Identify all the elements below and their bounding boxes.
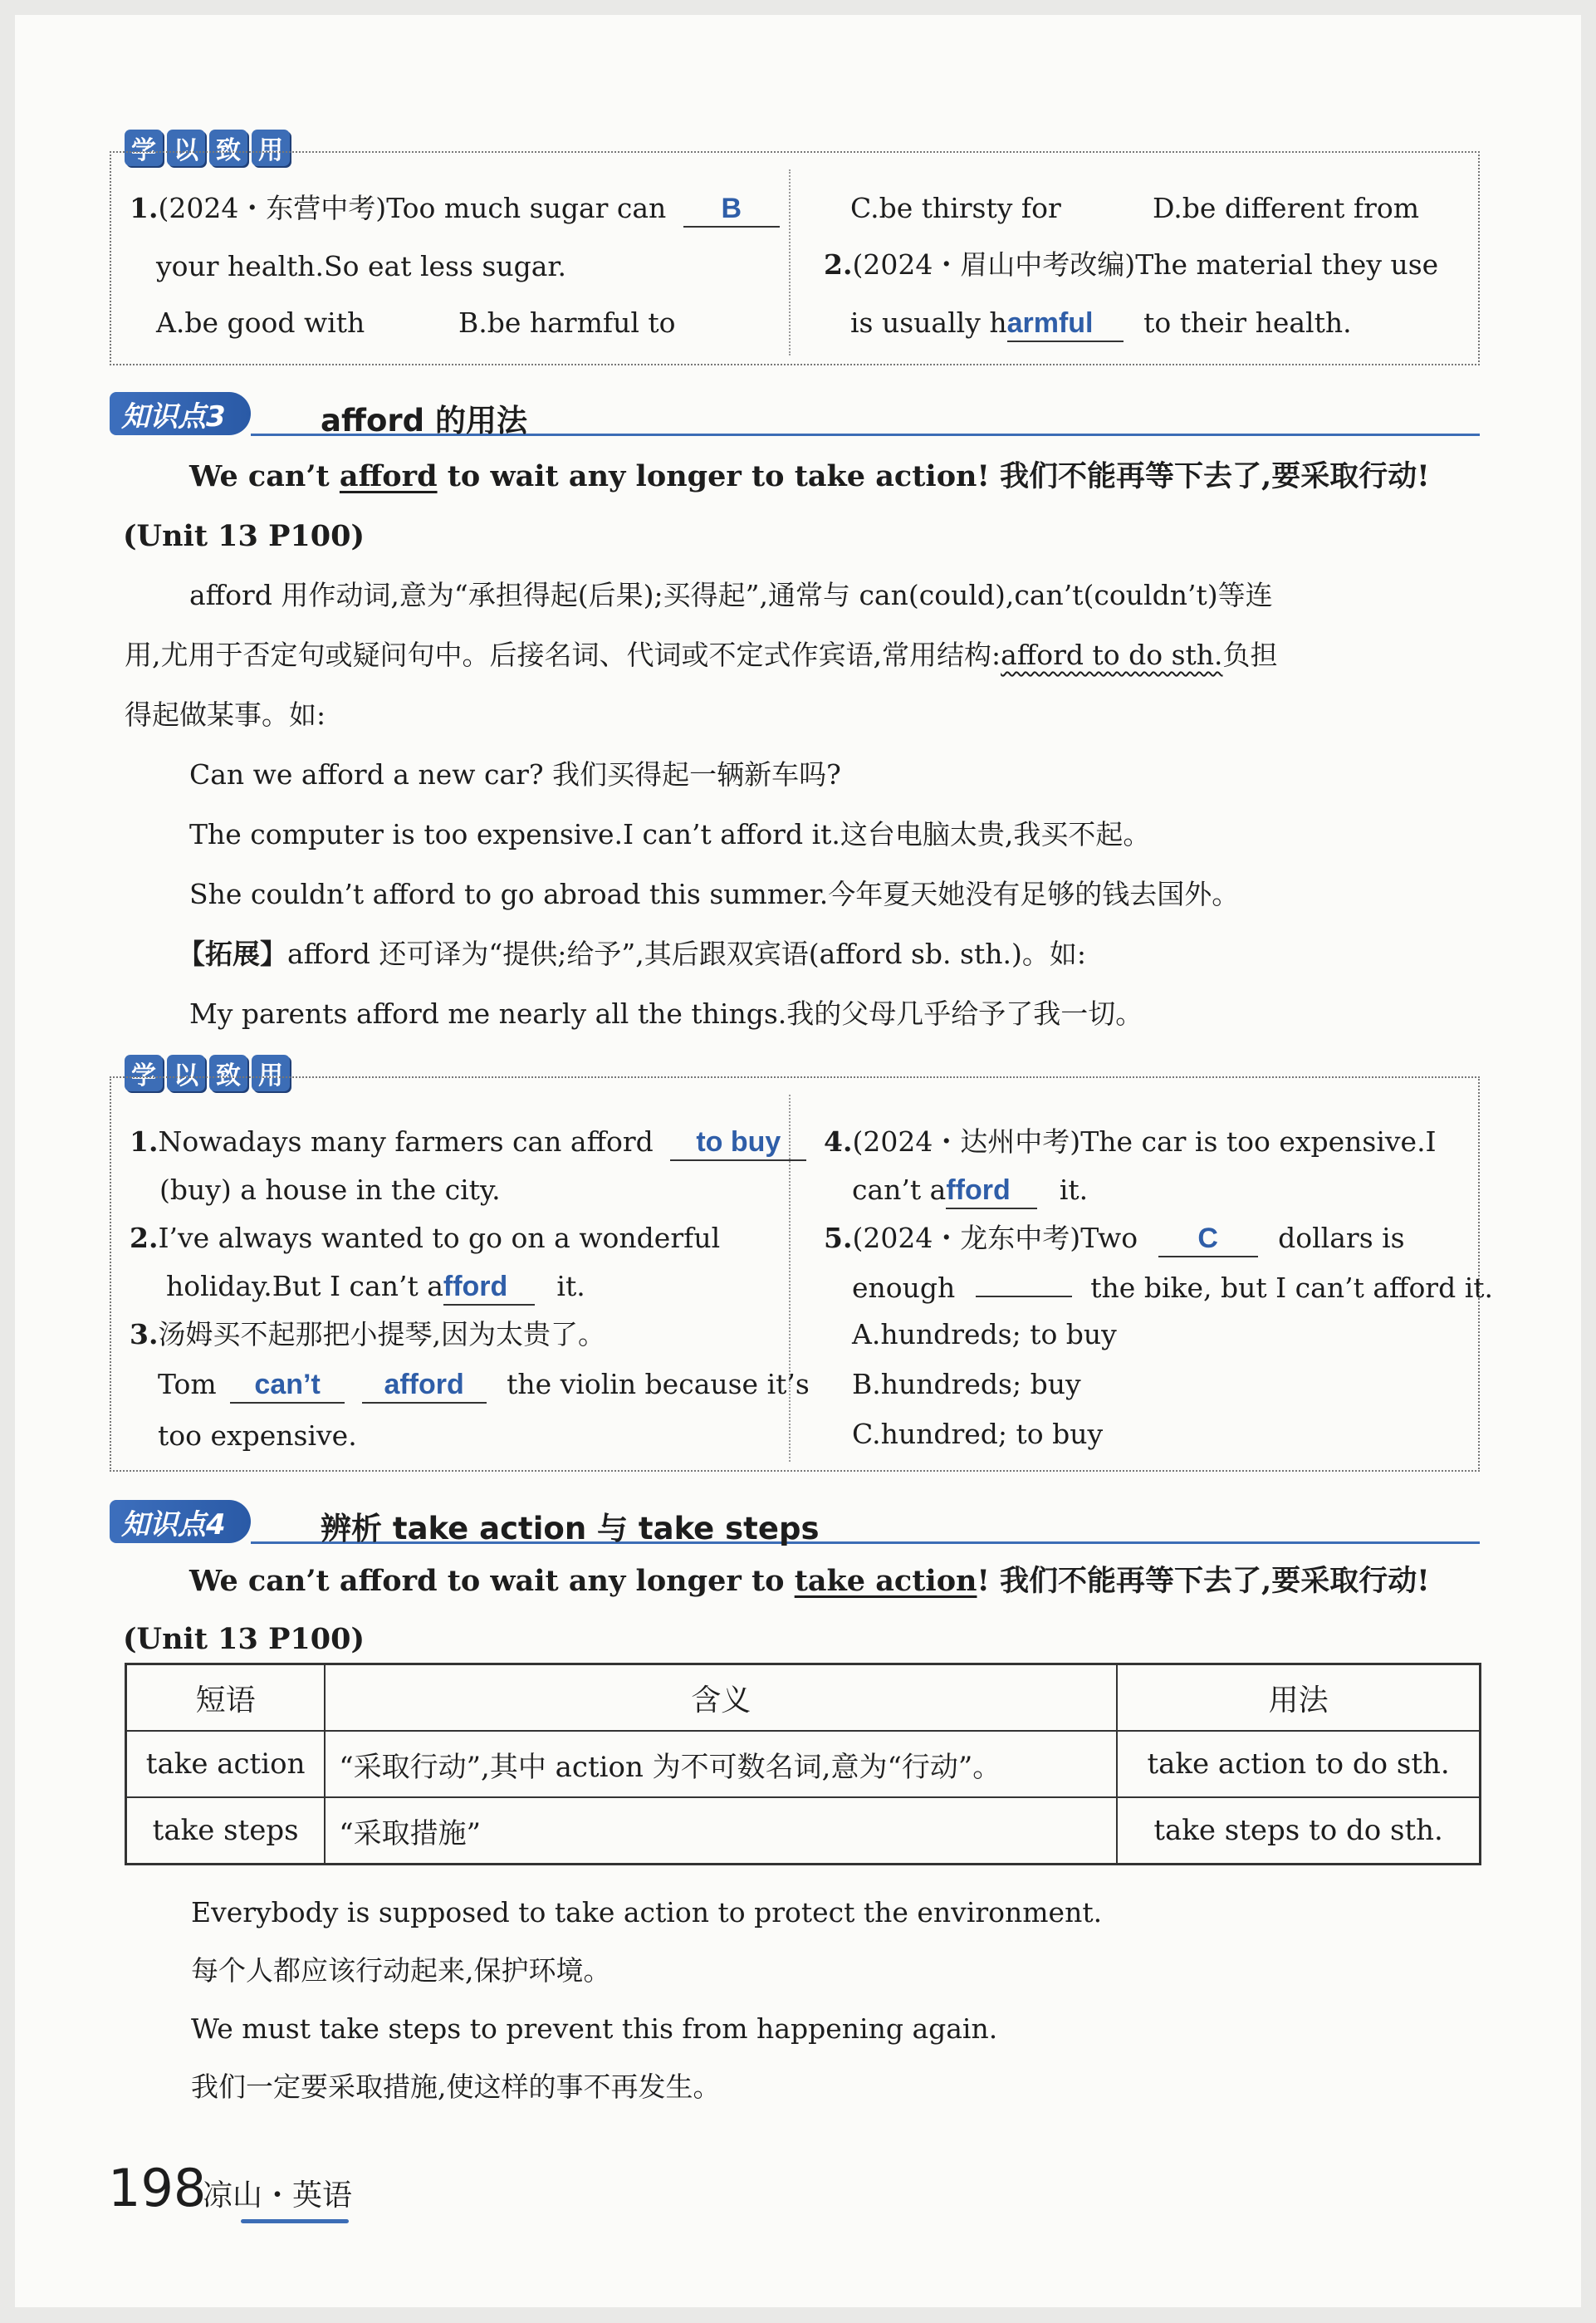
question-text: (buy) a house in the city.	[159, 1174, 501, 1206]
badge-char: 以	[167, 130, 205, 166]
example-text: ! 我们不能再等下去了,要采取行动!	[977, 1564, 1430, 1598]
answer-blank[interactable]: B	[683, 194, 780, 228]
badge-char: 用	[252, 1055, 290, 1091]
option-c: C.be thirsty for	[850, 192, 1061, 224]
badge-char: 致	[209, 1055, 247, 1091]
badge-char: 以	[167, 1055, 205, 1091]
example-sentence: Can we afford a new car? 我们买得起一辆新车吗?	[189, 758, 841, 791]
knowledge-point-tag: 知识点4	[110, 1500, 251, 1543]
empty-blank[interactable]	[976, 1272, 1072, 1297]
question-5	[824, 1224, 1405, 1257]
text: 用,尤用于否定句或疑问句中。后接名词、代词或不定式作宾语,常用结构:	[125, 639, 1001, 671]
question-text: it.	[1059, 1174, 1089, 1206]
option-a: A.hundreds; to buy	[852, 1318, 1117, 1350]
example-sentence: She couldn’t afford to go abroad this summer.今年夏天她没有足够的钱去国外。	[189, 878, 1240, 910]
question-text: Nowadays many farmers can afford	[158, 1125, 654, 1158]
question-number: 5.	[824, 1222, 853, 1254]
badge-char: 学	[125, 1055, 163, 1091]
question-3-line-2	[158, 1370, 810, 1404]
example-keyword: take action	[794, 1564, 977, 1598]
table-cell: “采取措施”	[325, 1797, 1117, 1865]
table-cell: take steps to do sth.	[1117, 1797, 1480, 1865]
answer-blank[interactable]: fford	[946, 1176, 1037, 1209]
example-sentence: The computer is too expensive.I can’t afford it.这台电脑太贵,我买不起。	[189, 818, 1151, 850]
question-source: (2024・东营中考)	[158, 192, 387, 224]
text: 负担	[1222, 639, 1278, 671]
question-text: holiday.But I can’t a	[166, 1270, 443, 1302]
question-text: Two	[1080, 1222, 1138, 1254]
answer-blank[interactable]: afford	[362, 1370, 487, 1404]
question-text: to their health.	[1143, 306, 1352, 339]
table-cell: take action	[126, 1731, 326, 1797]
explanation-text: afford 用作动词,意为“承担得起(后果);买得起”,通常与 can(could),can’t(couldn’t)等连	[189, 579, 1273, 611]
kp3-example	[189, 459, 1430, 493]
question-1	[130, 1125, 806, 1161]
source-ref: (Unit 13 P100)	[123, 519, 365, 553]
example-translation: 每个人都应该行动起来,保护环境。	[191, 1954, 611, 1987]
page-number: 198	[108, 2158, 207, 2218]
example-text: We can’t afford to wait any longer to	[189, 1564, 795, 1598]
extension-label: 【拓展】	[178, 938, 287, 970]
question-text: The car is too expensive.I	[1080, 1125, 1437, 1158]
question-number: 2.	[824, 248, 853, 281]
question-3	[130, 1318, 605, 1350]
knowledge-point-tag: 知识点3	[110, 392, 251, 435]
question-1	[130, 194, 780, 228]
question-text: Too much sugar can	[386, 192, 667, 224]
badge-char: 用	[252, 130, 290, 166]
question-text: the violin because it’s	[507, 1368, 810, 1400]
question-5-line-2	[852, 1272, 1494, 1304]
example-text: to wait any longer to take action! 我们不能再等下去了,要采取行动!	[437, 459, 1430, 493]
table-cell: “采取行动”,其中 action 为不可数名词,意为“行动”。	[325, 1731, 1117, 1797]
question-number: 1.	[130, 1125, 159, 1158]
badge-char: 学	[125, 130, 163, 166]
answer-blank[interactable]: can’t	[230, 1370, 345, 1404]
answer-blank[interactable]: fford	[443, 1272, 535, 1306]
answer-blank[interactable]: armful	[1007, 309, 1124, 342]
answer-blank[interactable]: C	[1158, 1224, 1258, 1257]
option-c: C.hundred; to buy	[852, 1418, 1104, 1450]
table-header: 用法	[1117, 1664, 1480, 1732]
source-ref: (Unit 13 P100)	[123, 1622, 365, 1656]
example-translation: 我们一定要采取措施,使这样的事不再发生。	[191, 2071, 721, 2103]
example-sentence: Everybody is supposed to take action to protect the environment.	[191, 1896, 1103, 1928]
question-2	[824, 248, 1439, 281]
section-title: afford 的用法	[321, 403, 527, 439]
option-d: D.be different from	[1153, 192, 1420, 224]
example-sentence: We must take steps to prevent this from happening again.	[191, 2012, 998, 2045]
table-cell: take action to do sth.	[1117, 1731, 1480, 1797]
book-label: 凉山・英语	[203, 2178, 353, 2213]
section-title: 辨析 take action 与 take steps	[321, 1511, 820, 1546]
question-text: 汤姆买不起那把小提琴,因为太贵了。	[158, 1318, 605, 1350]
question-text: can’t a	[852, 1174, 947, 1206]
question-4	[824, 1125, 1437, 1158]
question-text: I’ve always wanted to go on a wonderful	[158, 1222, 721, 1254]
question-source: (2024・龙东中考)	[852, 1222, 1081, 1254]
question-text: your health.So eat less sugar.	[156, 250, 567, 282]
table-header: 短语	[126, 1664, 326, 1732]
option-b: B.hundreds; buy	[852, 1368, 1081, 1400]
explanation-text	[125, 641, 1278, 669]
extension-text: afford 还可译为“提供;给予”,其后跟双宾语(afford sb. sth.)。如:	[287, 938, 1086, 970]
question-text: The material they use	[1135, 248, 1439, 281]
example-keyword: afford	[339, 459, 438, 493]
question-text: enough	[852, 1272, 956, 1304]
question-text: dollars is	[1278, 1222, 1405, 1254]
footer-accent-bar	[241, 2219, 349, 2223]
example-text: We can’t	[189, 459, 340, 493]
table-header: 含义	[325, 1664, 1117, 1732]
question-number: 4.	[824, 1125, 853, 1158]
example-sentence: My parents afford me nearly all the things.我的父母几乎给予了我一切。	[189, 997, 1143, 1030]
question-4-line-2	[852, 1176, 1088, 1209]
column-divider	[789, 169, 791, 355]
question-text: too expensive.	[158, 1419, 357, 1452]
question-text: Tom	[158, 1368, 217, 1400]
question-source: (2024・达州中考)	[852, 1125, 1081, 1158]
table-row	[126, 1731, 1481, 1797]
table-cell: take steps	[126, 1797, 326, 1865]
question-2-line-2	[166, 1272, 585, 1306]
question-2-line-2	[850, 306, 1352, 342]
question-text: is usually h	[850, 306, 1007, 339]
question-text: the bike, but I can’t afford it.	[1090, 1272, 1494, 1304]
question-number: 1.	[130, 192, 159, 224]
question-number: 2.	[130, 1222, 159, 1254]
comparison-table	[125, 1663, 1481, 1865]
explanation-text: 得起做某事。如:	[125, 698, 326, 731]
question-text: it.	[556, 1270, 585, 1302]
answer-blank[interactable]: to buy	[670, 1128, 806, 1161]
option-a: A.be good with	[156, 306, 365, 339]
kp4-example	[189, 1564, 1430, 1598]
question-number: 3.	[130, 1318, 159, 1350]
badge-char: 致	[209, 130, 247, 166]
question-2	[130, 1224, 720, 1252]
table-row	[126, 1797, 1481, 1865]
extension-note	[178, 940, 1086, 968]
key-structure: afford to do sth.	[1001, 639, 1223, 671]
table-header-row	[126, 1664, 1481, 1732]
question-source: (2024・眉山中考改编)	[852, 248, 1136, 281]
option-b: B.be harmful to	[458, 306, 676, 339]
